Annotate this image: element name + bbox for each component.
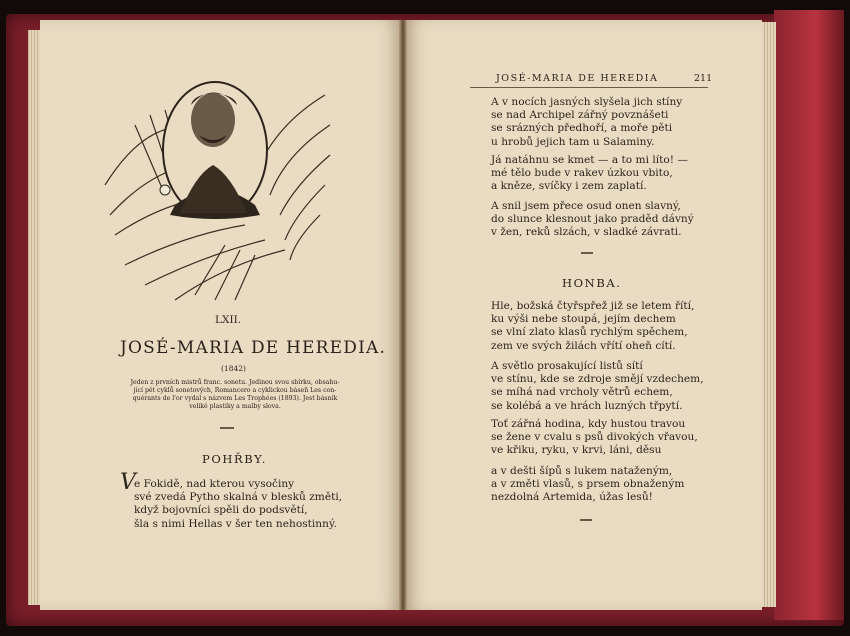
poet-year: (1842): [221, 364, 246, 373]
stanza: [491, 360, 704, 413]
stanza: [491, 154, 688, 194]
poem-line: když bojovníci spěli do podsvětí,: [134, 504, 308, 517]
stanza: [491, 300, 694, 353]
poem-line: a v dešti šípů s lukem nataženým,: [491, 465, 673, 477]
ornament-divider: [580, 519, 592, 521]
poem-line: Hle, božská čtyřspřež již se letem řítí,: [491, 300, 695, 312]
poem-line: se žene v cvalu s psů divokých vřavou,: [491, 431, 698, 444]
poet-bio: [110, 379, 360, 411]
poem-line: zem ve svých žilách vřítí oheň cítí.: [491, 339, 676, 352]
poem-line: Toť zářná hodina, kdy hustou travou: [491, 418, 686, 430]
running-header: JOSÉ-MARIA DE HEREDIA: [496, 73, 659, 84]
poem-line: ve křiku, ryku, v krvi, láni, děsu: [491, 444, 662, 457]
poem-line: do slunce klesnout jako praděd dávný: [491, 213, 694, 226]
page-edges-left: [28, 30, 40, 605]
poem-line: se kolébá a ve hrách luzných třpytí.: [491, 399, 683, 412]
bio-line: Jeden z prvních mistrů franc. sonetu. Jedinou svou sbírku, obsahu-: [130, 379, 340, 386]
bio-line: veliké plastiky a malby slova.: [189, 403, 281, 410]
drop-cap: V: [120, 470, 136, 495]
stanza: [491, 465, 684, 505]
poem-line: Já natáhnu se kmet — a to mi líto! —: [491, 154, 688, 166]
poem-line: se nad Archipel zářný povznášeti: [491, 109, 669, 122]
book-gutter: [399, 20, 407, 610]
stanza: [491, 418, 698, 458]
stanza: [491, 96, 682, 149]
section-number: LXII.: [215, 314, 242, 326]
poem-line: A světlo prosakující listů sítí: [491, 360, 643, 372]
poem-line: v žen, reků slzách, v sladké závrati.: [491, 226, 682, 239]
poem-line: své zvedá Pytho skalná v blesků změti,: [134, 491, 343, 504]
stanza: [491, 200, 694, 240]
portrait-engraving: [95, 65, 335, 305]
poem-line: u hrobů jejich tam u Salaminy.: [491, 135, 655, 148]
poem-line: ku výši nebe stoupá, jejím dechem: [491, 313, 676, 326]
bio-line: quérants de l'or vydal s názvem Les Trophées (1893). Jest básník: [132, 395, 338, 402]
poem-title-honba: HONBA.: [562, 276, 622, 290]
ornament-divider: [220, 427, 234, 429]
bio-line: jící pět cyklů sonetových, Romancero a cyklickou báseň Les con-: [133, 387, 337, 394]
header-rule: [470, 87, 708, 88]
poem-pohrby: [120, 470, 343, 531]
poem-line: a kněze, svíčky i zem zaplatí.: [491, 180, 647, 193]
poem-line: mé tělo bude v rakev úzkou vbito,: [491, 167, 673, 180]
cover-edge-right: [774, 10, 844, 620]
ornament-divider: [581, 252, 593, 254]
poem-line: A snil jsem přece osud onen slavný,: [491, 200, 681, 212]
poem-title-pohrby: POHŘBY.: [202, 452, 268, 466]
poem-line: ve stínu, kde se zdroje smějí vzdechem,: [491, 373, 704, 386]
poem-line: se vlní zlato klasů rychlým spěchem,: [491, 326, 688, 339]
poem-line: se srázných předhoří, a moře pěti: [491, 122, 673, 135]
poem-line: e Fokidě, nad kterou vysočiny: [134, 478, 295, 490]
poem-line: šla s nimi Hellas v šer ten nehostinný.: [134, 517, 337, 530]
poem-line: A v nocích jasných slyšela jich stíny: [491, 96, 683, 108]
poem-line: a v změti vlasů, s prsem obnaženým: [491, 478, 685, 491]
page-edges-right: [762, 22, 776, 607]
poem-line: nezdolná Artemida, úžas lesů!: [491, 491, 653, 504]
page-number: 211: [694, 73, 713, 84]
poem-line: se míhá nad vrcholy větrů echem,: [491, 386, 673, 399]
poet-name: JOSÉ-MARIA DE HEREDIA.: [120, 338, 387, 358]
